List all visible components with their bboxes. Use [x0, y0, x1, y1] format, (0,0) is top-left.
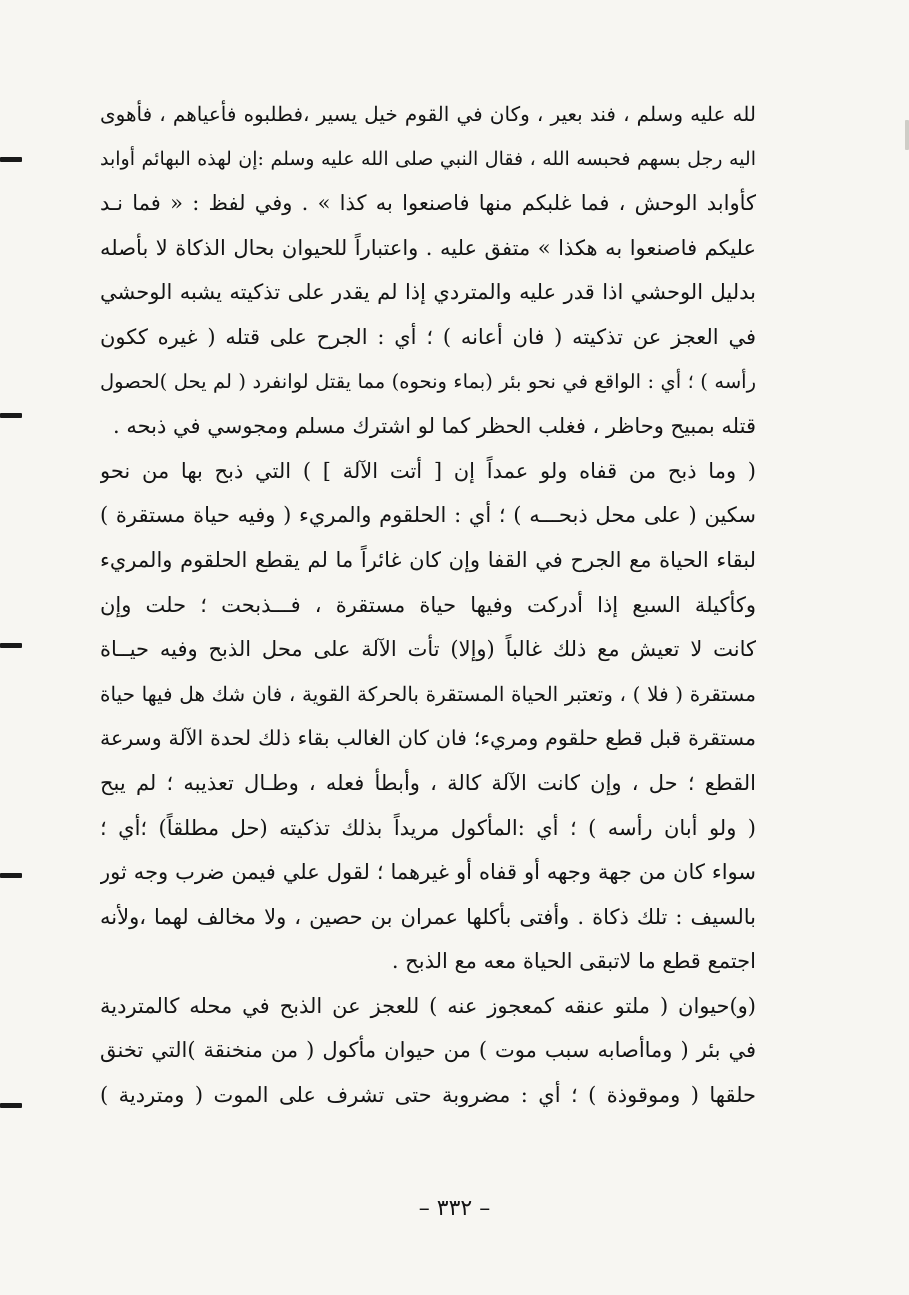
text-line: بدليل الوحشي اذا قدر عليه والمتردي إذا لم يقدر على تذكيته يشبه الوحشي [100, 280, 756, 305]
page-edge-shadow [905, 120, 909, 150]
body-text [100, 92, 756, 1118]
text-line: في بئر ( وماأصابه سبب موت ) من حيوان مأكول ( من منخنقة )التي تخنق [100, 1038, 756, 1063]
text-line: كأوابد الوحش ، فما غلبكم منها فاصنعوا به كذا » . وفي لفظ : « فما نـد [100, 191, 756, 216]
text-line: اجتمع قطع ما لاتبقى الحياة معه مع الذبح . [391, 949, 756, 974]
margin-mark [0, 643, 22, 648]
text-line: القطع ؛ حل ، وإن كانت الآلة كالة ، وأبطأ فعله ، وطـال تعذيبه ؛ لم يبح [100, 770, 756, 795]
text-line: عليكم فاصنعوا به هكذا » متفق عليه . واعتباراً للحيوان بحال الذكاة لا بأصله [100, 235, 756, 260]
text-line: رأسه ) ؛ أي : الواقع في نحو بئر (بماء ونحوه) مما يقتل لوانفرد ( لم يحل )لحصول [100, 369, 756, 393]
text-line: اليه رجل بسهم فحبسه الله ، فقال النبي صلى الله عليه وسلم :إن لهذه البهائم أوابد [100, 147, 756, 170]
text-line: سواء كان من جهة وجهه أو قفاه أو غيرهما ؛ لقول علي فيمن ضرب وجه ثور [100, 860, 756, 885]
margin-mark [0, 1103, 22, 1108]
text-line: قتله بمبيح وحاظر ، فغلب الحظر كما لو اشترك مسلم ومجوسي في ذبحه . [112, 414, 756, 439]
margin-mark [0, 413, 22, 418]
margin-mark [0, 873, 22, 878]
text-line: وكأكيلة السبع إذا أدركت وفيها حياة مستقرة ، فـــذبحت ؛ حلت وإن [100, 592, 756, 617]
text-line: في العجز عن تذكيته ( فان أعانه ) ؛ أي : الجرح على قتله ( غيره ككون [100, 324, 756, 349]
text-line: ( ولو أبان رأسه ) ؛ أي :المأكول مريداً بذلك تذكيته (حل مطلقاً) ؛أي ؛ [100, 815, 756, 840]
text-line: كانت لا تعيش مع ذلك غالباً (وإلا) تأت الآلة على محل الذبح وفيه حيــاة [100, 637, 756, 662]
margin-mark [0, 157, 22, 162]
text-line: (و)حيوان ( ملتو عنقه كمعجوز عنه ) للعجز عن الذبح في محله كالمتردية [100, 993, 756, 1018]
text-line: سكين ( على محل ذبحـــه ) ؛ أي : الحلقوم والمريء ( وفيه حياة مستقرة ) [100, 503, 756, 528]
text-line: مستقرة قبل قطع حلقوم ومريء؛ فان كان الغالب بقاء ذلك لحدة الآلة وسرعة [100, 726, 756, 751]
text-line: مستقرة ( فلا ) ، وتعتبر الحياة المستقرة بالحركة القوية ، فان شك هل فيها حياة [100, 681, 756, 706]
text-line: بالسيف : تلك ذكاة . وأفتى بأكلها عمران بن حصين ، ولا مخالف لهما ،ولأنه [100, 904, 756, 929]
page-number: – ٣٣٢ – [418, 1196, 491, 1221]
text-line: لبقاء الحياة مع الجرح في القفا وإن كان غائراً ما لم يقطع الحلقوم والمريء [100, 547, 756, 572]
text-line: حلقها ( وموقوذة ) ؛ أي : مضروبة حتى تشرف على الموت ( ومتردية ) [100, 1083, 756, 1108]
text-line: ( وما ذبح من قفاه ولو عمداً إن [ أتت الآلة ] ) التي ذبح بها من نحو [100, 458, 756, 483]
text-line: لله عليه وسلم ، فند بعير ، وكان في القوم خيل يسير ،فطلبوه فأعياهم ، فأهوى [100, 102, 756, 126]
